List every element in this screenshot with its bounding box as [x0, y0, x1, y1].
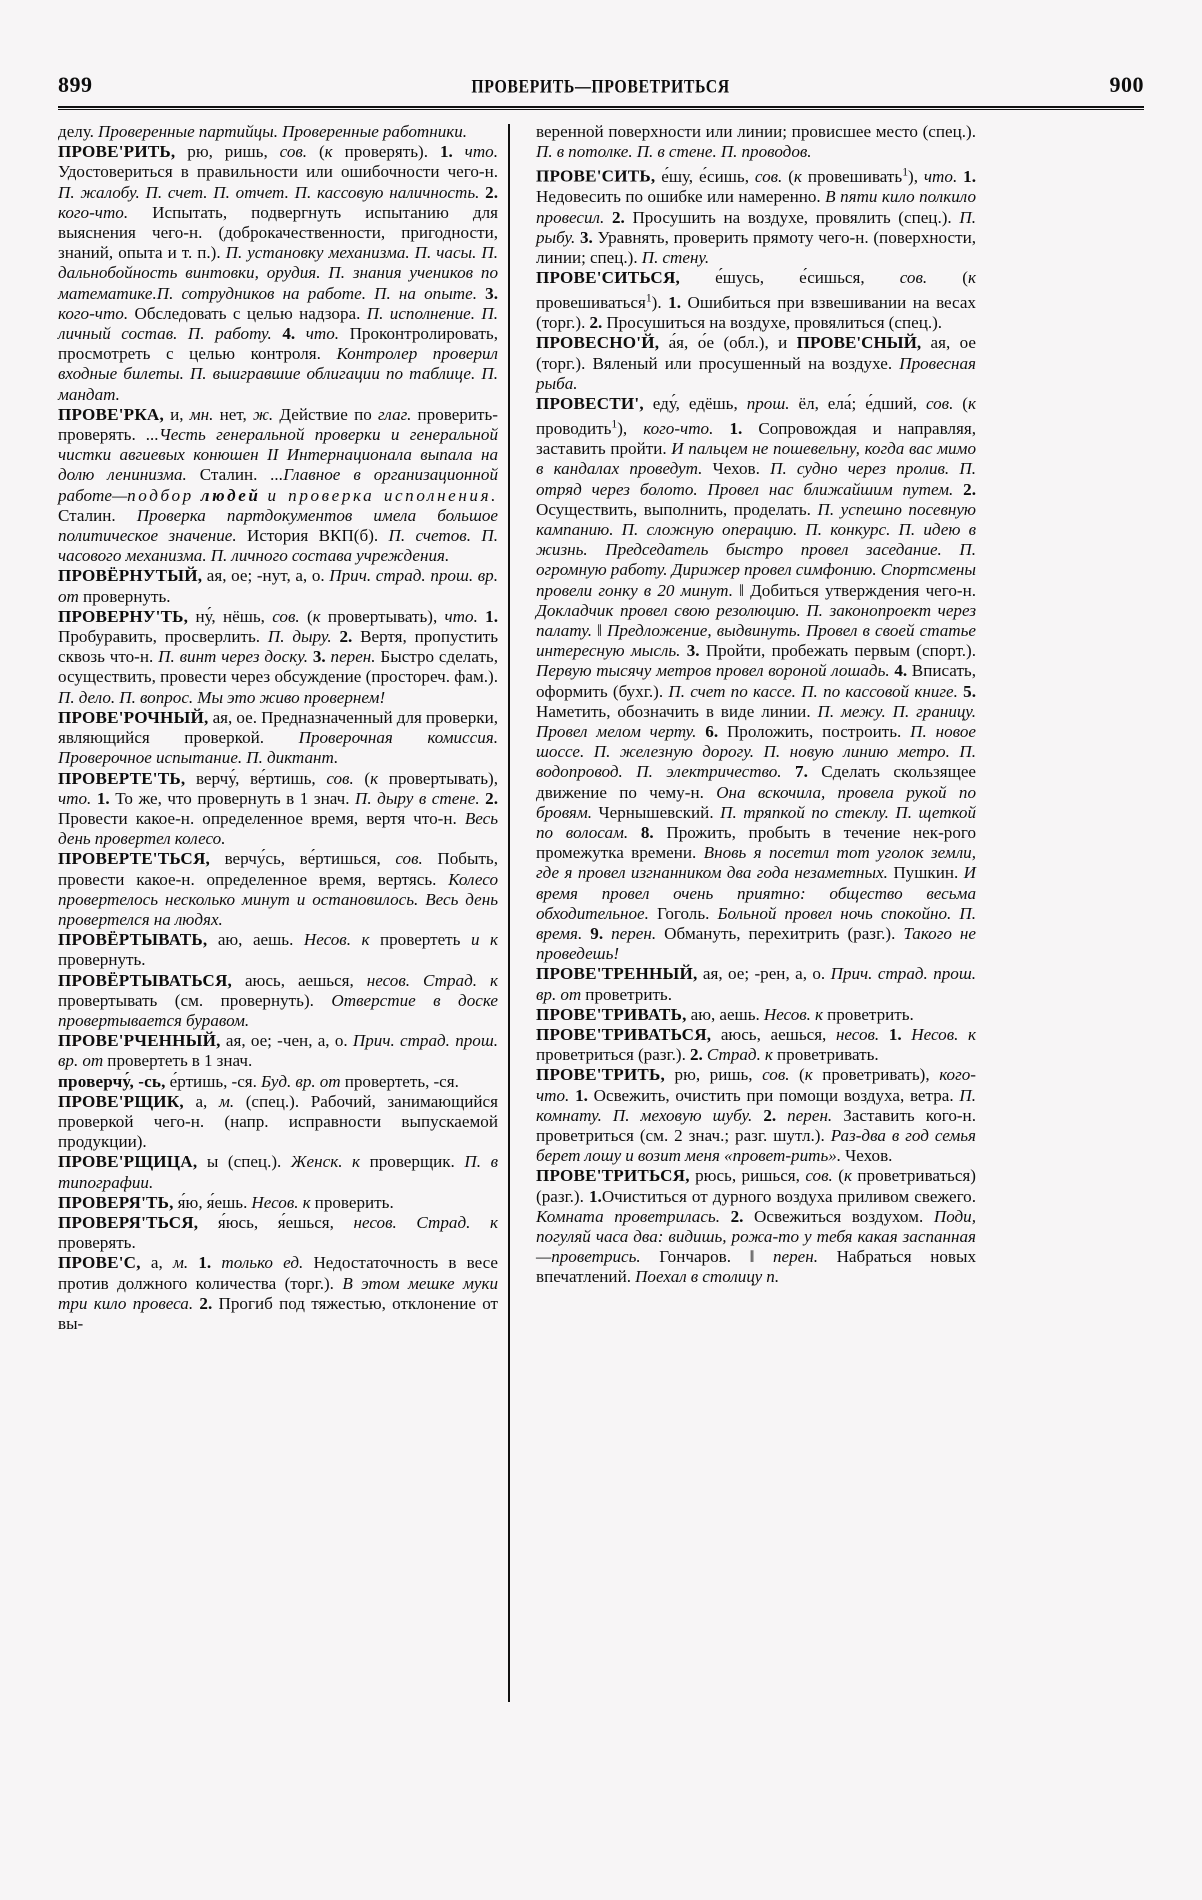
entry-headword: ПРОВЕ'РИТЬ,	[58, 142, 176, 162]
dictionary-entry	[58, 930, 498, 970]
entry-definition: еду́, едёшь, прош. ёл, ела́; е́дший, сов. (к проводить$^1$), кого-что. 1. Сопровождая и направляя, заставить пройти. И пальцем не пошевельну, когда вас мимо в кандалах проведут. Чехов. П. судно через пролив. П. отряд через болото. Провел нас ближайшим путем. 2. Осуществить, выполнить, проделать. П. успешно посевную кампанию. П. сложную операцию. П. конкурс. П. идею в жизнь. Председатель быстро провел заседание. П. огромную работу. Дирижер провел симфонию. Спортсмены провели гонку в 20 минут. ‖ Добиться утверждения чего-н. Докладчик провел свою резолюцию. П. законопроект через палату. ‖ Предложение, выдвинуть. Провел в своей статье интересную мысль. 3. Пройти, пробежать первым (спорт.). Первую тысячу метров провел вороной лошадь. 4. Вписать, оформить (бухг.). П. счет по кассе. П. по кассовой книге. 5. Наметить, обозначить в виде линии. П. межу. П. границу. Провел мелом черту. 6. Проложить, построить. П. новое шоссе. П. железную дорогу. П. новую линию метро. П. водопровод. П. электричество. 7. Сделать скользящее движение по чему-н. Она вскочила, провела рукой по бровям. Чернышевский. П. тряпкой по стеклу. П. щеткой по волосам. 8. Прожить, пробыть в течение нек-рого промежутка времени. Вновь я посетил тот уголок земли, где я провел изгнанником два года незаметных. Пушкин. И время провел очень приятно: общество весьма обходительное. Гоголь. Больной провел ночь спокойно. П. время. 9. перен. Обмануть, перехитрить (разг.). Такого не проведешь!	[536, 394, 977, 964]
entry-definition: ая, ое; -рен, а, о. Прич. страд. прош. вр. от проветрить.	[536, 964, 977, 1004]
entry-definition: ая, ое; -нут, а, о. Прич. страд. прош. вр. от провернуть.	[58, 566, 499, 606]
header-rule	[58, 106, 1144, 110]
dictionary-entry	[536, 1025, 976, 1065]
entry-definition: аю, аешь. Несов. к провертеть и к провернуть.	[58, 930, 498, 970]
dictionary-entry	[58, 708, 498, 769]
entry-headword: ПРОВЕСТИ',	[536, 394, 644, 414]
carryover-text-left: делу. Проверенные партийцы. Проверенные работники.	[58, 122, 468, 141]
folio-left: 899	[58, 72, 93, 97]
entry-headword: ПРОВЕ'ТРИВАТЬ,	[536, 1004, 687, 1024]
entry-headword: ПРОВЕ'СИТЬСЯ,	[536, 268, 680, 288]
column-left	[58, 122, 508, 1822]
entry-headword: ПРОВЁРНУТЫЙ,	[58, 566, 203, 586]
dictionary-entry	[58, 849, 498, 930]
entry-definition: рю, ришь, сов. (к проветривать), кого-что. 1. Освежить, очистить при помощи воздуха, ветра. П. комнату. П. меховую шубу. 2. перен. Заставить кого-н. проветриться (см. 2 знач.; разг. шутл.). Раз-два в год семья берет лошу и возит меня «провет-рить». Чехов.	[536, 1065, 976, 1166]
entry-headword: ПРОВЕ'РЩИЦА,	[58, 1152, 198, 1172]
column-right	[510, 122, 976, 1822]
dictionary-entry	[536, 1166, 976, 1287]
entry-headword: ПРОВЁРТЫВАТЬСЯ,	[58, 970, 232, 990]
dictionary-entry	[58, 1152, 498, 1192]
entry-definition: рюсь, ришься, сов. (к проветриваться) (разг.). 1.Очиститься от дурного воздуха приливом свежего. Комната проветрилась. 2. Освежиться воздухом. Поди, погуляй часа два: видишь, рожа-то у тебя какая заспанная—проветрись. Гончаров. ‖ перен. Набраться новых впечатлений. Поехал в столицу п.	[536, 1166, 977, 1287]
entry-list-left	[58, 142, 498, 1334]
entry-headword: ПРОВЕРТЕ'ТЬСЯ,	[58, 849, 210, 869]
dictionary-entry	[536, 333, 976, 394]
running-head	[58, 62, 1144, 96]
entry-list-right	[536, 162, 976, 1287]
entry-headword: ПРОВЕ'РОЧНЫЙ,	[58, 707, 209, 727]
dictionary-entry	[58, 142, 498, 405]
dictionary-entry	[58, 1092, 498, 1153]
entry-headword: ПРОВЕ'С,	[58, 1253, 141, 1273]
entry-definition: ы (спец.). Женск. к проверщик. П. в типографии.	[58, 1152, 498, 1192]
entry-definition: аю, аешь. Несов. к проветрить.	[686, 1004, 914, 1024]
entry-definition: а, м. 1. только ед. Недостаточность в весе против должного количества (торг.). В этом мешке муки три кило провеса. 2. Прогиб под тяжестью, отклонение от вы-	[58, 1253, 499, 1333]
dictionary-entry	[536, 394, 976, 964]
entry-headword: ПРОВЕ'СИТЬ,	[536, 167, 656, 187]
entry-definition: а, м. (спец.). Рабочий, занимающийся проверкой чего-н. (напр. исправности выпускаемой продукции).	[58, 1091, 498, 1152]
dictionary-entry	[58, 1253, 498, 1334]
entry-headword: ПРОВЕ'РКА,	[58, 404, 164, 424]
entry-definition: верчу́, ве́ртишь, сов. (к провертывать), что. 1. То же, что провернуть в 1 знач. П. дыру в стене. 2. Провести какое-н. определенное время, вертя что-н. Весь день провертел колесо.	[58, 768, 498, 849]
entry-headword: ПРОВЕ'РЩИК,	[58, 1091, 184, 1111]
dictionary-entry	[58, 1213, 498, 1253]
entry-definition: е́ртишь, -ся. Буд. вр. от провертеть, -ся.	[165, 1071, 459, 1091]
dictionary-entry	[536, 268, 976, 333]
entry-definition: е́шу, е́сишь, сов. (к провешивать$^1$), что. 1. Недовесить по ошибке или намеренно. В пяти кило полкило провесил. 2. Просушить на воздухе, провялить (спец.). П. рыбу. 3. Уравнять, проверить прямоту чего-н. (поверхности, линии; спец.). П. стену.	[536, 165, 977, 267]
entry-headword: ПРОВЕ'ТРИТЬСЯ,	[536, 1166, 690, 1186]
entry-definition: аюсь, аешься, несов. 1. Несов. к проветриться (разг.). 2. Страд. к проветривать.	[536, 1025, 977, 1065]
carryover-text-right: веренной поверхности или линии; провисшее место (спец.). П. в потолке. П. в стене. П. проводов.	[536, 122, 976, 162]
entry-definition: рю, ришь, сов. (к проверять). 1. что. Удостовериться в правильности или ошибочности чего-н. П. жалобу. П. счет. П. отчет. П. кассовую наличность. 2. кого-что. Испытать, подвергнуть испытанию для выяснения чего-н. (доброкачественности, пригодности, знаний, опыта и т. п.). П. установку механизма. П. часы. П. дальнобойность винтовки, орудия. П. знания учеников по математике.П. сотрудников на работе. П. на опыте. 3. кого-что. Обследовать с целью надзора. П. исполнение. П. личный состав. П. работу. 4. что. Проконтролировать, просмотреть с целью контроля. Контролер проверил входные билеты. П. выигравшие облигации по таблице. П. мандат.	[58, 142, 499, 404]
entry-headword: ПРОВЕРТЕ'ТЬ,	[58, 768, 186, 788]
dictionary-entry	[58, 1193, 498, 1213]
folio-right: 900	[1109, 72, 1144, 97]
entry-headword: ПРОВЕ'РЧЕННЫЙ,	[58, 1031, 221, 1051]
entry-definition: я́юсь, я́ешься, несов. Страд. к проверять.	[58, 1212, 499, 1253]
dictionary-entry	[58, 607, 498, 708]
page-body	[58, 122, 1144, 1822]
entry-headword: ПРОВЕРНУ'ТЬ,	[58, 606, 189, 626]
dictionary-entry	[536, 162, 976, 268]
entry-definition: а́я, о́е (обл.), и ПРОВЕ'СНЫЙ, ая, ое (торг.). Вяленый или просушенный на воздухе. Провесная рыба.	[536, 333, 976, 393]
entry-definition: ая, ое. Предназначенный для проверки, являющийся проверкой. Проверочная комиссия. Проверочное испытание. П. диктант.	[58, 707, 498, 768]
dictionary-entry	[58, 405, 498, 567]
entry-headword: ПРОВЕ'ТРИВАТЬСЯ,	[536, 1025, 712, 1044]
entry-headword: ПРОВЁРТЫВАТЬ,	[58, 930, 208, 950]
running-head-title: ПРОВЕРИТЬ—ПРОВЕТРИТЬСЯ	[471, 74, 731, 97]
dictionary-entry	[58, 769, 498, 850]
entry-headword: ПРОВЕ'ТРЕННЫЙ,	[536, 964, 698, 984]
entry-definition: я́ю, я́ешь. Несов. к проверить.	[173, 1192, 394, 1212]
dictionary-entry	[58, 971, 498, 1032]
dictionary-entry	[536, 1005, 976, 1025]
entry-definition: и, мн. нет, ж. Действие по глаг. проверить-проверять. ...Честь генеральной проверки и генеральной чистки авгиевых конюшен II Интернационала выпала на долю ленинизма. Сталин. ...Главное в организационной работе—подбор людей и проверка исполнения. Сталин. Проверка партдокументов имела большое политическое значение. История ВКП(б). П. счетов. П. часового механизма. П. личного состава учреждения.	[58, 404, 499, 566]
dictionary-entry	[58, 1031, 498, 1071]
dictionary-entry	[58, 566, 498, 606]
entry-headword: ПРОВЕРЯ'ТЬСЯ,	[58, 1212, 199, 1232]
entry-headword: ПРОВЕРЯ'ТЬ,	[58, 1192, 174, 1212]
entry-headword: ПРОВЕСНО'Й,	[536, 333, 660, 353]
entry-definition: аюсь, аешься, несов. Страд. к провертывать (см. провернуть). Отверстие в доске провертывается буравом.	[58, 970, 498, 1030]
dictionary-entry	[58, 1072, 498, 1092]
dictionary-entry	[536, 1065, 976, 1166]
dictionary-entry	[536, 964, 976, 1004]
entry-headword: проверчу́, -сь,	[58, 1071, 166, 1091]
entry-definition: верчу́сь, ве́ртишься, сов. Побыть, провести какое-н. определенное время, вертясь. Колесо провертелось несколько минут и остановилось. Весь день провертелся на людях.	[58, 849, 498, 929]
entry-definition: е́шусь, е́сишься, сов. (к провешиваться$^1$). 1. Ошибиться при взвешивании на весах (торг.). 2. Просушиться на воздухе, провялиться (спец.).	[536, 268, 976, 333]
entry-definition: ая, ое; -чен, а, о. Прич. страд. прош. вр. от провертеть в 1 знач.	[58, 1031, 499, 1071]
entry-definition: ну́, нёшь, сов. (к провертывать), что. 1. Пробуравить, просверлить. П. дыру. 2. Вертя, пропустить сквозь что-н. П. винт через доску. 3. перен. Быстро сделать, осуществить, провести через обсуждение (простореч. фам.). П. дело. П. вопрос. Мы это живо провернем!	[58, 606, 499, 707]
entry-headword: ПРОВЕ'ТРИТЬ,	[536, 1065, 666, 1085]
